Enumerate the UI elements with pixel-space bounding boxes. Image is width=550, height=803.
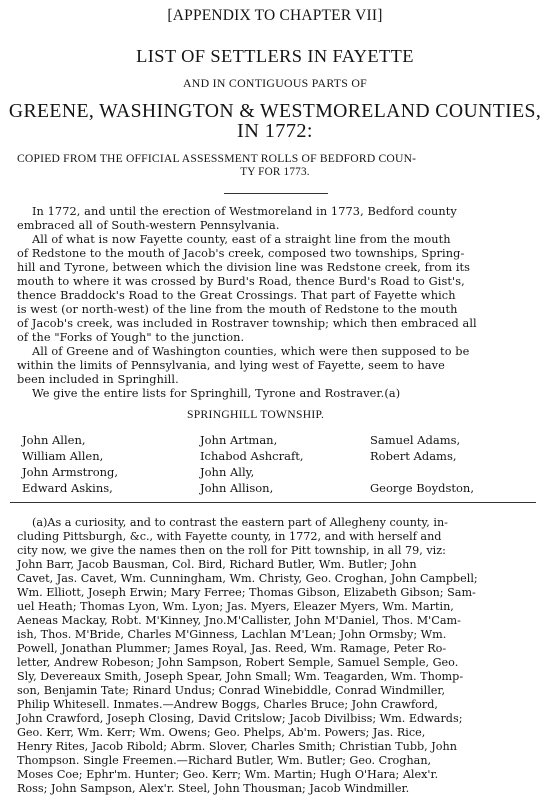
name-entry: John Allen, <box>22 433 86 447</box>
footnote-line: city now, we give the names then on the roll for Pitt township, in all 79, viz: <box>17 544 446 557</box>
footnote-line: Moses Coe; Ephr'm. Hunter; Geo. Kerr; Wm. Martin; Hugh O'Hara; Alex'r. <box>17 768 439 781</box>
footnote-line: Wm. Elliott, Joseph Erwin; Mary Ferree; Thomas Gibson, Elizabeth Gibson; Sam- <box>17 586 476 599</box>
appendix-heading: [APPENDIX TO CHAPTER VII] <box>167 7 383 24</box>
intro-line: within the limits of Pennsylvania, and lying west of Fayette, seem to have <box>17 359 445 372</box>
footnote-line: Philip Whitesell. Inmates.—Andrew Boggs, Charles Bruce; John Crawford, <box>17 698 438 711</box>
footnote-line: ish, Thos. M'Bride, Charles M'Ginness, Lachlan M'Lean; John Ormsby; Wm. <box>17 628 447 641</box>
name-entry: John Allison, <box>200 481 274 495</box>
intro-line: embraced all of South-western Pennsylvania. <box>17 219 280 232</box>
footnote-line: (a)As a curiosity, and to contrast the eastern part of Allegheny county, in- <box>32 516 448 529</box>
year-title: IN 1772: <box>237 120 313 142</box>
footnote-line: uel Heath; Thomas Lyon, Wm. Lyon; Jas. Myers, Eleazer Myers, Wm. Martin, <box>17 600 454 613</box>
name-entry: Robert Adams, <box>370 449 457 463</box>
intro-line: We give the entire lists for Springhill, Tyrone and Rostraver.(a) <box>32 387 401 400</box>
intro-line: hill and Tyrone, between which the division line was Redstone creek, from its <box>17 261 471 274</box>
source-note-line-1: COPIED FROM THE OFFICIAL ASSESSMENT ROLLS OF BEDFORD COUN- <box>17 152 417 165</box>
footnote-divider <box>10 502 536 503</box>
footnote-line: letter, Andrew Robeson; John Sampson, Robert Semple, Samuel Semple, Geo. <box>17 656 459 669</box>
footnote-line: Geo. Kerr, Wm. Kerr; Wm. Owens; Geo. Phelps, Ab'm. Powers; Jas. Rice, <box>17 726 426 739</box>
page-title: LIST OF SETTLERS IN FAYETTE <box>136 46 414 66</box>
footnote-line: John Crawford, Joseph Closing, David Critslow; Jacob Divilbiss; Wm. Edwards; <box>17 712 463 725</box>
name-entry: Edward Askins, <box>22 481 113 495</box>
footnote-line: Ross; John Sampson, Alex'r. Steel, John Thousman; Jacob Windmiller. <box>17 782 410 795</box>
footnote-line: son, Benjamin Tate; Rinard Undus; Conrad Winebiddle, Conrad Windmiller, <box>17 684 446 697</box>
name-entry: John Artman, <box>200 433 278 447</box>
name-entry: George Boydston, <box>370 481 474 495</box>
name-entry: Samuel Adams, <box>370 433 461 447</box>
intro-line: of Jacob's creek, was included in Rostraver township; which then embraced all <box>17 317 477 330</box>
divider <box>224 193 328 194</box>
footnote-line: Aeneas Mackay, Robt. M'Kinney, Jno.M'Callister, John M'Daniel, Thos. M'Cam- <box>17 614 461 627</box>
intro-line: thence Braddock's Road to the Great Crossings. That part of Fayette which <box>17 289 456 302</box>
footnote-line: cluding Pittsburgh, &c., with Fayette county, in 1772, and with herself and <box>17 530 442 543</box>
intro-line: of Redstone to the mouth of Jacob's creek, composed two townships, Spring- <box>17 247 465 260</box>
section-heading: SPRINGHILL TOWNSHIP. <box>187 408 325 421</box>
footnote-line: Cavet, Jas. Cavet, Wm. Cunningham, Wm. Christy, Geo. Croghan, John Campbell; <box>17 572 478 585</box>
footnote-line: Sly, Devereaux Smith, Joseph Spear, John Small; Wm. Teagarden, Wm. Thomp- <box>17 670 464 683</box>
name-entry: John Armstrong, <box>22 465 119 479</box>
name-entry: John Ally, <box>200 465 255 479</box>
intro-line: mouth to where it was crossed by Burd's Road, thence Burd's Road to Gist's, <box>17 275 465 288</box>
footnote-line: Powell, Jonathan Plummer; James Royal, Jas. Reed, Wm. Ramage, Peter Ro- <box>17 642 447 655</box>
subtitle: AND IN CONTIGUOUS PARTS OF <box>182 76 368 90</box>
intro-line: of the "Forks of Yough" to the junction. <box>17 331 245 344</box>
name-entry: William Allen, <box>22 449 104 463</box>
intro-line: All of what is now Fayette county, east of a straight line from the mouth <box>32 233 451 246</box>
counties-title: GREENE, WASHINGTON & WESTMORELAND COUNTIES, <box>8 100 542 122</box>
intro-line: In 1772, and until the erection of Westmoreland in 1773, Bedford county <box>32 205 457 218</box>
intro-line: been included in Springhill. <box>17 373 179 386</box>
footnote-line: John Barr, Jacob Bausman, Col. Bird, Richard Butler, Wm. Butler; John <box>17 558 417 571</box>
source-note-line-2: TY FOR 1773. <box>240 166 310 178</box>
name-entry: Ichabod Ashcraft, <box>200 449 304 463</box>
footnote-line: Thompson. Single Freemen.—Richard Butler, Wm. Butler; Geo. Croghan, <box>17 754 432 767</box>
footnote-line: Henry Rites, Jacob Ribold; Abrm. Slover, Charles Smith; Christian Tubb, John <box>17 740 457 753</box>
intro-line: All of Greene and of Washington counties, which were then supposed to be <box>32 345 470 358</box>
intro-line: is west (or north-west) of the line from the mouth of Redstone to the mouth <box>17 303 458 316</box>
